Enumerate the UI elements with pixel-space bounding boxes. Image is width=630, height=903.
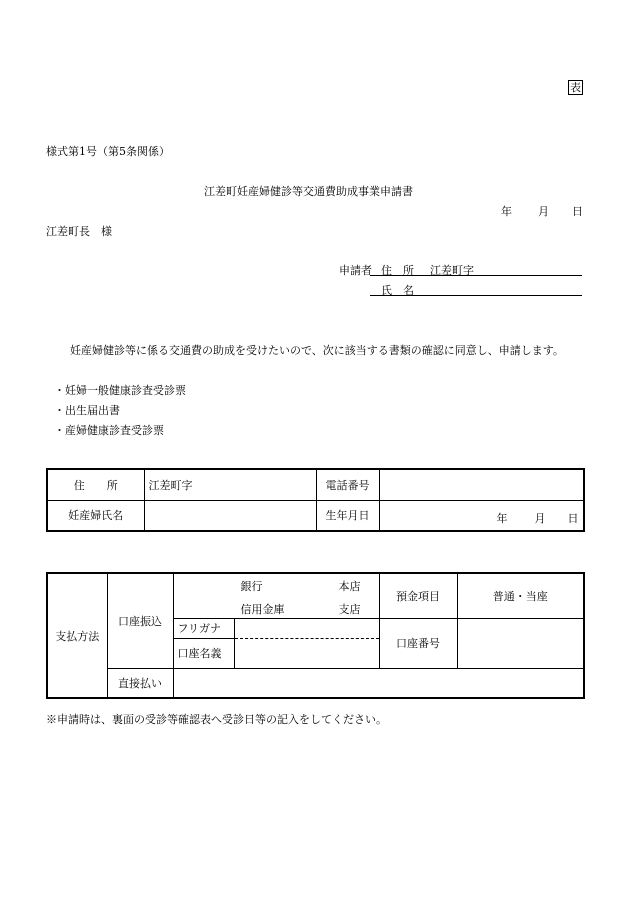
account-name-value [234, 638, 379, 668]
document-item-2: ・出生届出書 [54, 404, 120, 417]
applicant-address-underline [370, 275, 582, 276]
addressee: 江差町長 様 [46, 225, 112, 238]
body-text: 妊産婦健診等に係る交通費の助成を受けたいので、次に該当する書類の確認に同意し、申請します。 [70, 344, 564, 357]
birth-day: 日 [567, 511, 579, 525]
applicant-name-underline [370, 295, 582, 296]
document-item-1: ・妊婦一般健康診査受診票 [54, 384, 186, 397]
payment-method-label: 支払方法 [47, 573, 107, 698]
furigana-label: フリガナ [173, 618, 234, 638]
direct-payment-value [173, 668, 584, 698]
applicant-info-table [46, 468, 585, 532]
furigana-value [234, 618, 379, 638]
account-number-value [457, 618, 584, 668]
footnote: ※申請時は、裏面の受診等確認表へ受診日等の記入をしてください。 [46, 713, 387, 726]
info-phone-label: 電話番号 [316, 469, 379, 500]
info-address-value: 江差町字 [144, 469, 316, 500]
info-birth-value [379, 500, 584, 531]
applicant-label: 申請者 [339, 264, 372, 277]
applicant-name-label: 氏 名 [381, 284, 414, 297]
info-address-label: 住 所 [47, 469, 144, 500]
birth-year: 年 [496, 511, 508, 525]
date-day: 日 [572, 205, 583, 218]
payment-table [46, 572, 585, 699]
direct-payment-label: 直接払い [107, 668, 173, 698]
main-branch-label: 本店 [338, 580, 361, 593]
transfer-label: 口座振込 [107, 573, 173, 668]
account-number-label: 口座番号 [379, 618, 457, 668]
document-item-3: ・産婦健康診査受診票 [54, 424, 164, 437]
bank-cell [173, 573, 379, 618]
info-name-value [144, 500, 316, 531]
applicant-address-value: 江差町字 [430, 264, 474, 277]
date-month: 月 [538, 205, 549, 218]
credit-union-label: 信用金庫 [240, 603, 285, 616]
info-birth-label: 生年月日 [316, 500, 379, 531]
branch-label: 支店 [338, 603, 361, 616]
info-name-label: 妊産婦氏名 [47, 500, 144, 531]
bank-label: 銀行 [240, 580, 263, 593]
form-number: 様式第1号（第5条関係） [46, 145, 170, 158]
birth-month: 月 [534, 511, 546, 525]
form-title: 江差町妊産婦健診等交通費助成事業申請書 [204, 185, 413, 198]
side-badge: 表 [570, 81, 581, 94]
date-year: 年 [501, 205, 512, 218]
deposit-type-label: 預金項目 [379, 573, 457, 618]
deposit-type-value: 普通・当座 [457, 573, 584, 618]
info-phone-value [379, 469, 584, 500]
applicant-address-label: 住 所 [381, 264, 414, 277]
account-name-label: 口座名義 [173, 638, 234, 668]
